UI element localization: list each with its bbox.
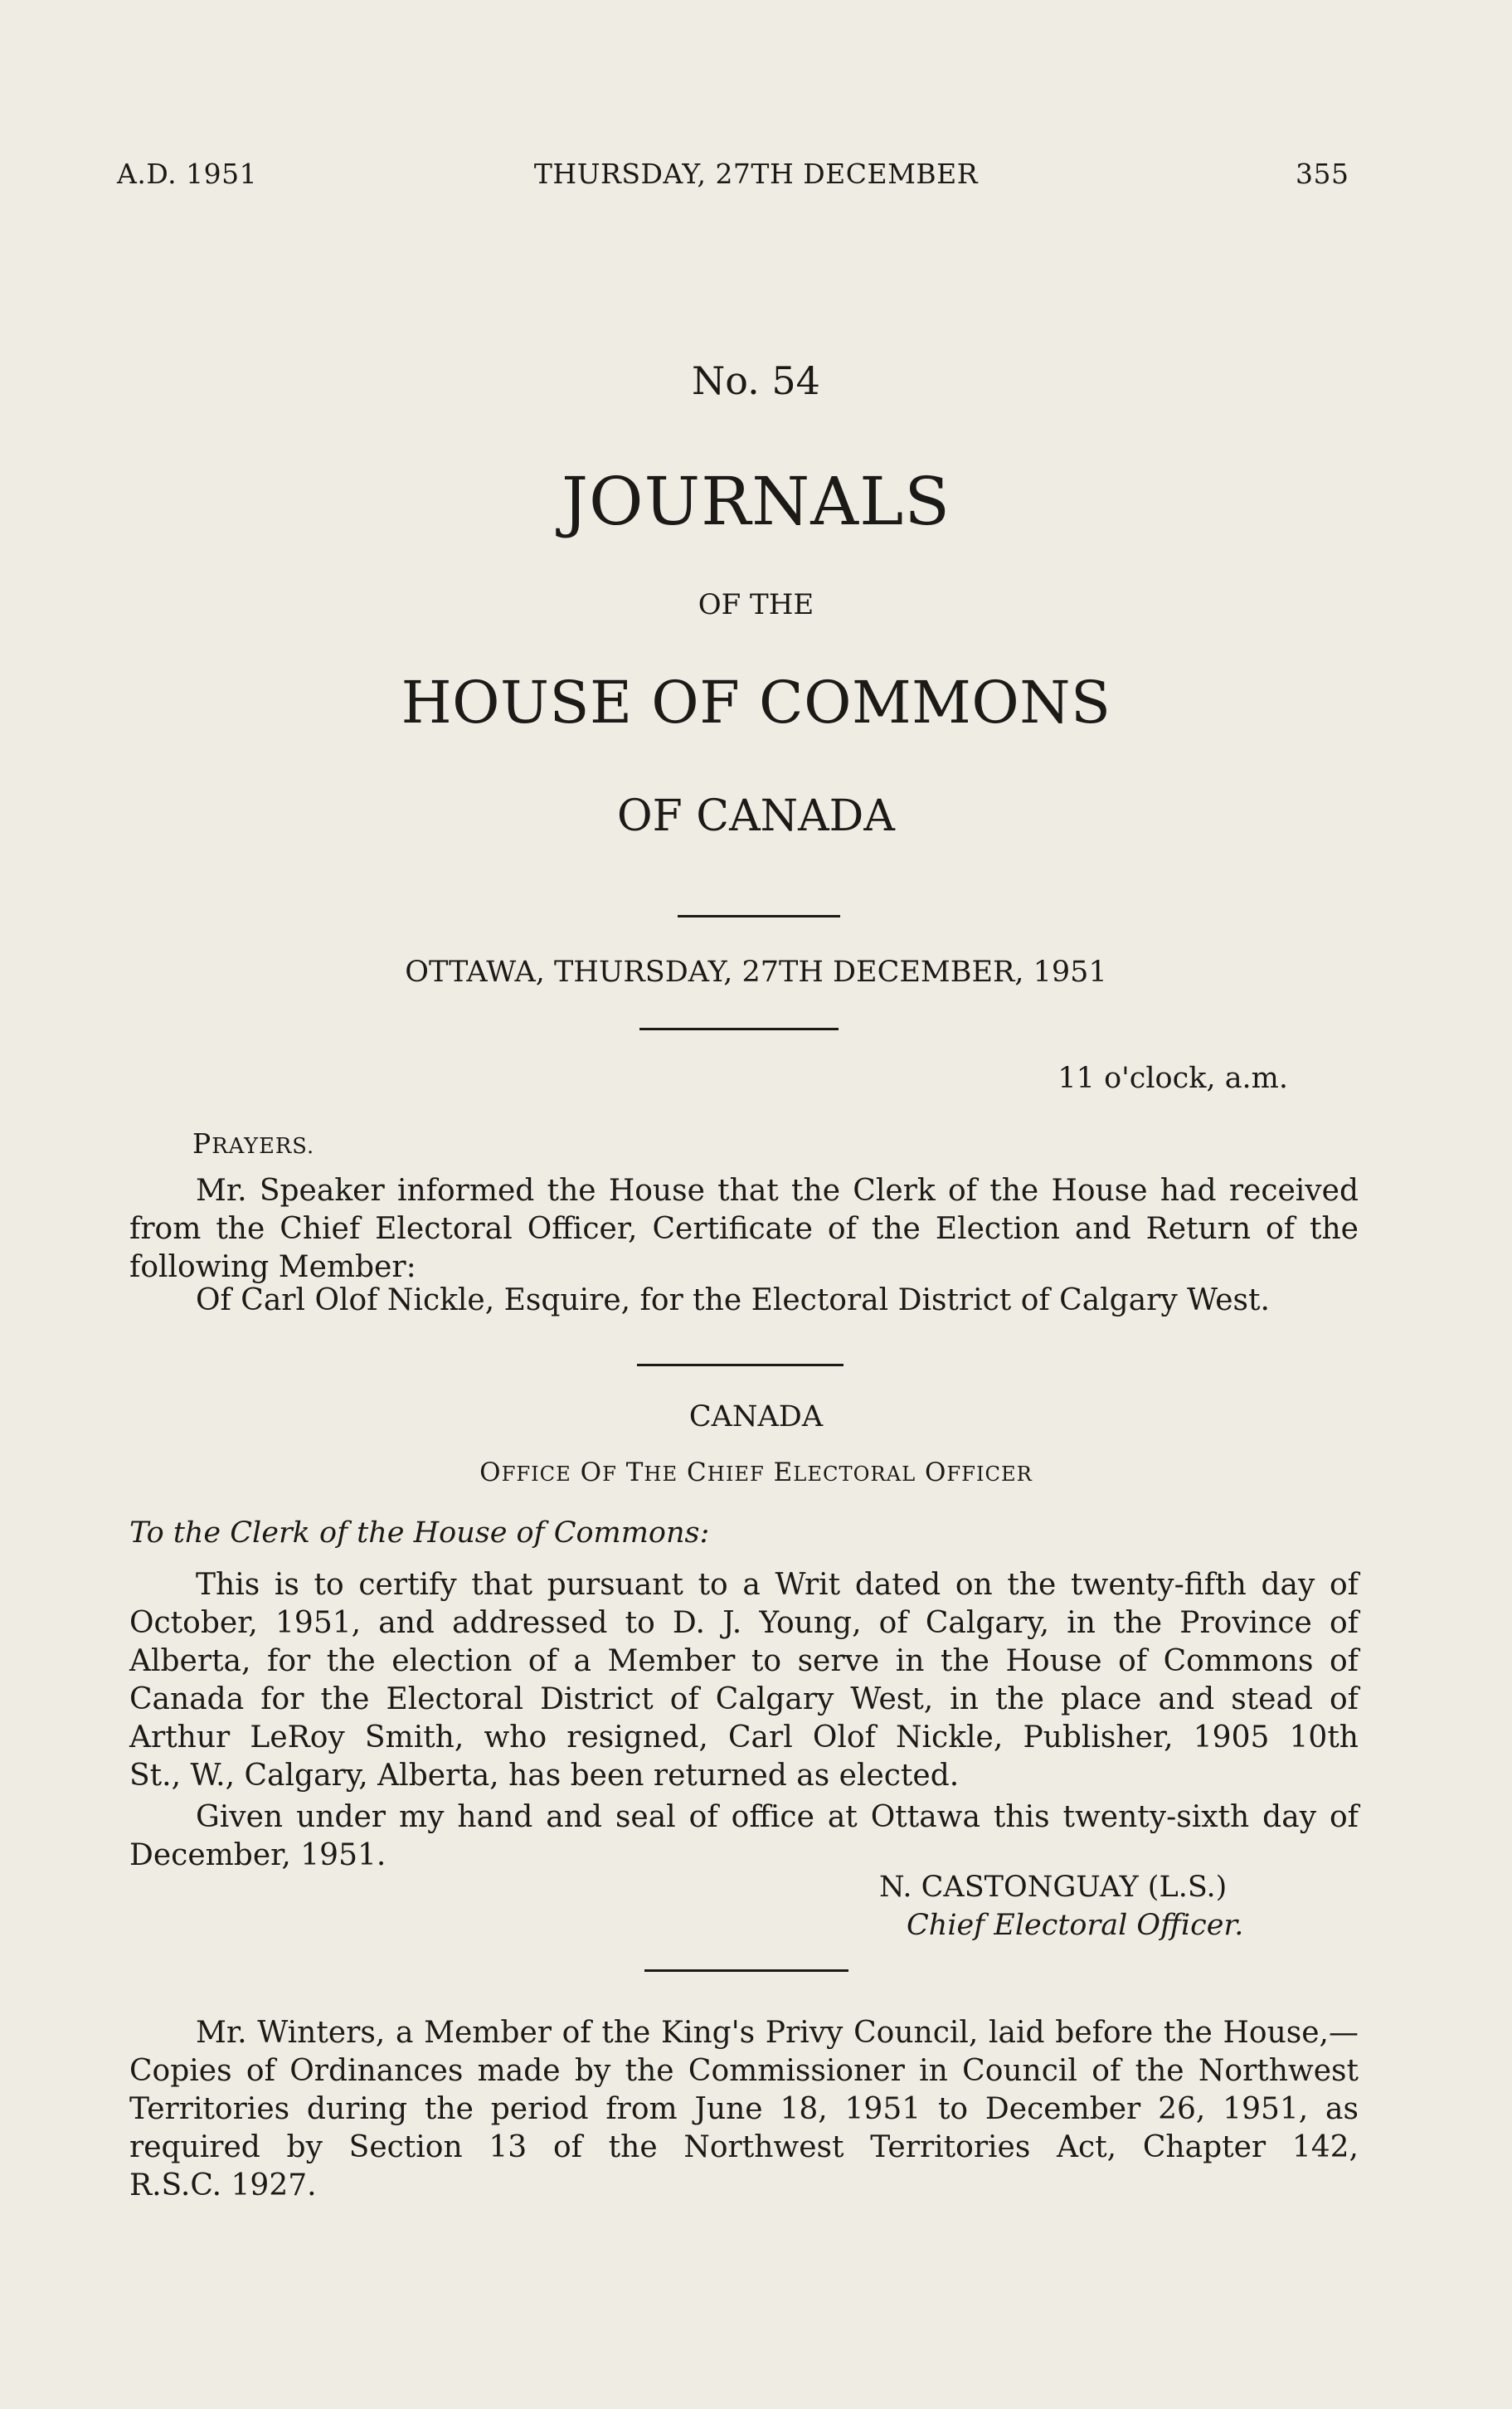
divider-rule: [637, 1364, 844, 1366]
sitting-dateline: OTTAWA, THURSDAY, 27TH DECEMBER, 1951: [405, 956, 1107, 989]
page-number: 355: [1296, 158, 1349, 190]
certificate-body: This is to certify that pursuant to a Writ dated on the twenty-fifth day of October, 1951, and addressed to D. J. Young, of Calgary, in the Province of Alberta, for the election of a Member to serve in the House of Commons of Canada for the Electoral District of Calgary West, in the place and stead of Arthur LeRoy Smith, who resigned, Carl Olof Nickle, Publisher, 1905 10th St., W., Calgary, Alberta, has been returned as elected.: [129, 1568, 1359, 1793]
divider-rule: [644, 1969, 848, 1972]
certificate-addressee: To the Clerk of the House of Commons:: [129, 1516, 710, 1550]
journal-of-the: OF THE: [698, 588, 814, 621]
prayers-heading: PRAYERS.: [192, 1127, 315, 1160]
signatory-name: N. CASTONGUAY (L.S.): [879, 1871, 1228, 1904]
journal-title: JOURNALS: [561, 463, 950, 540]
running-head-date: THURSDAY, 27TH DECEMBER: [533, 158, 979, 190]
certificate-office: OFFICE OF THE CHIEF ELECTORAL OFFICER: [479, 1458, 1033, 1487]
journal-number: No. 54: [692, 358, 820, 403]
journal-house: HOUSE OF COMMONS: [401, 669, 1111, 737]
speaker-paragraph: Mr. Speaker informed the House that the Clerk of the House had received from the Chief Electoral Officer, Certificate of the Election and Return of the following Member:: [129, 1174, 1359, 1284]
journal-of-canada: OF CANADA: [617, 791, 895, 841]
winters-paragraph: Mr. Winters, a Member of the King's Privy Council, laid before the House,— Copies of Ordinances made by the Commissioner in Council of the Northwest Territories during the period from June 18, 1951 to December 26, 1951, as required by Section 13 of the Northwest Territories Act, Chapter 142, R.S.C. 1927.: [129, 2016, 1359, 2202]
sitting-time: 11 o'clock, a.m.: [1057, 1062, 1288, 1095]
divider-rule: [639, 1028, 839, 1030]
signatory-title: Chief Electoral Officer.: [907, 1909, 1244, 1942]
divider-rule: [678, 915, 840, 917]
certificate-country: CANADA: [688, 1400, 824, 1433]
certificate-given: Given under my hand and seal of office at Ottawa this twenty-sixth day of December, 1951.: [129, 1800, 1359, 1872]
member-line: Of Carl Olof Nickle, Esquire, for the Electoral District of Calgary West.: [196, 1283, 1270, 1317]
running-head-year: A.D. 1951: [117, 158, 258, 190]
